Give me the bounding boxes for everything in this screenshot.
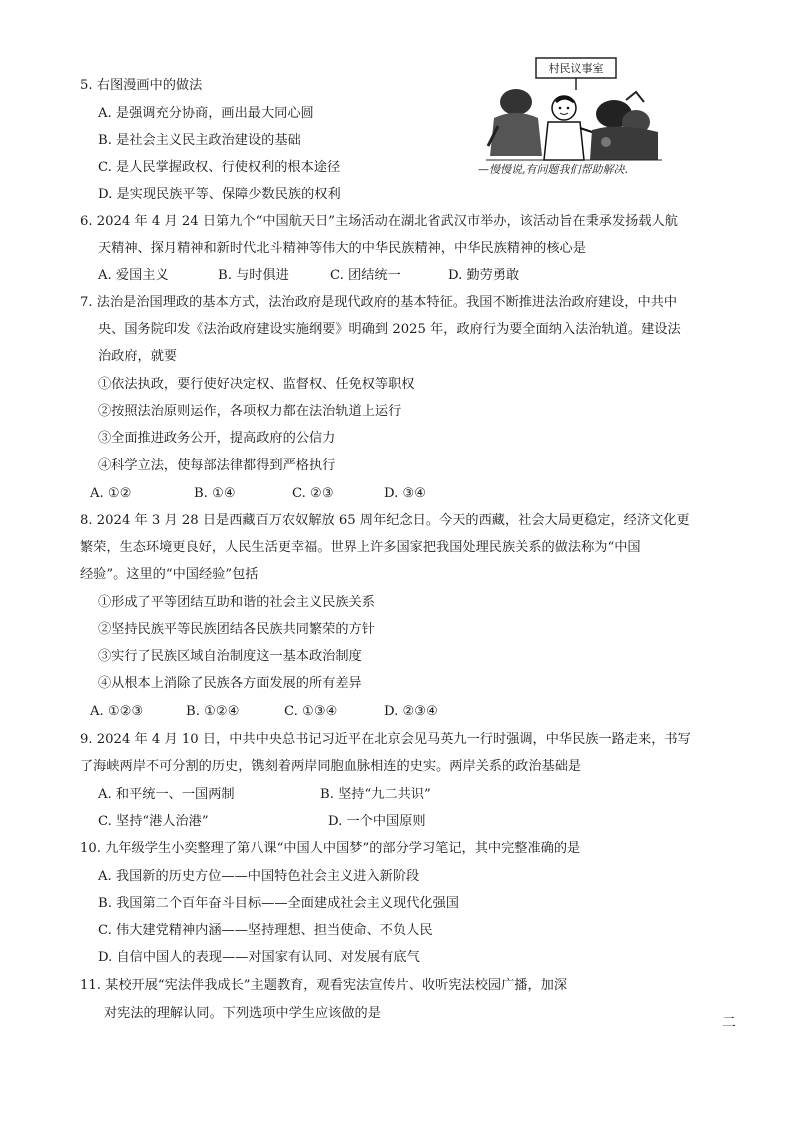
q10-option-d: D. 自信中国人的表现——对国家有认同、对发展有底气: [98, 950, 420, 965]
q7-stem-line-2: 央、国务院印发《法治政府建设实施纲要》明确到 2025 年，政府行为要全面纳入法治轨道。建设法: [98, 322, 681, 337]
q9-option-b: B. 坚持“九二共识”: [320, 787, 431, 802]
q6-option-d: D. 勤劳勇敢: [448, 268, 520, 283]
q6-option-b: B. 与时俱进: [218, 268, 289, 283]
q9-option-d: D. 一个中国原则: [328, 814, 426, 829]
q8-option-c: C. ①③④: [284, 704, 338, 719]
q8-stem-line-2: 繁荣，生态环境更良好，人民生活更幸福。世界上许多国家把我国处理民族关系的做法称为“中国: [80, 540, 641, 555]
q7-option-c: C. ②③: [292, 486, 334, 501]
q5-option-d: D. 是实现民族平等、保障少数民族的权利: [98, 187, 341, 202]
q6-option-c: C. 团结统一: [330, 268, 401, 283]
q8-item-3: ③实行了民族区域自治制度这一基本政治制度: [98, 649, 362, 664]
q8-stem-line-1: 8. 2024 年 3 月 28 日是西藏百万农奴解放 65 周年纪念日。今天的西藏，社会大局更稳定，经济文化更: [80, 513, 690, 528]
q9-stem-line-1: 9. 2024 年 4 月 10 日，中共中央总书记习近平在北京会见马英九一行时强调，中华民族一路走来，书写: [80, 732, 691, 747]
q9-option-c: C. 坚持“港人治港”: [98, 814, 209, 829]
q5-option-a: A. 是强调充分协商，画出最大同心圆: [98, 106, 314, 121]
q5-stem: 5. 右图漫画中的做法: [80, 78, 203, 93]
q8-item-4: ④从根本上消除了民族各方面发展的所有差异: [98, 676, 362, 691]
q11-stem-line-2: 对宪法的理解认同。下列选项中学生应该做的是: [104, 1006, 381, 1021]
q10-stem: 10. 九年级学生小奕整理了第八课“中国人中国梦”的部分学习笔记，其中完整准确的是: [80, 841, 581, 856]
q8-item-1: ①形成了平等团结互助和谐的社会主义民族关系: [98, 595, 375, 610]
q9-option-a: A. 和平统一、一国两制: [98, 787, 235, 802]
q10-option-c: C. 伟大建党精神内涵——坚持理想、担当使命、不负人民: [98, 923, 433, 938]
q7-item-2: ②按照法治原则运作，各项权力都在法治轨道上运行: [98, 404, 402, 419]
q7-stem-line-1: 7. 法治是治国理政的基本方式，法治政府是现代政府的基本特征。我国不断推进法治政府建设，中共中: [80, 295, 678, 310]
q8-item-2: ②坚持民族平等民族团结各民族共同繁荣的方针: [98, 622, 375, 637]
q7-option-d: D. ③④: [384, 486, 427, 501]
q10-option-b: B. 我国第二个百年奋斗目标——全面建成社会主义现代化强国: [98, 896, 459, 911]
q6-stem-line-1: 6. 2024 年 4 月 24 日第九个“中国航天日”主场活动在湖北省武汉市举办，该活动旨在秉承发扬载人航: [80, 214, 678, 229]
q7-option-b: B. ①④: [194, 486, 236, 501]
q8-option-a: A. ①②③: [90, 704, 144, 719]
q6-option-a: A. 爱国主义: [98, 268, 169, 283]
q9-stem-line-2: 了海峡两岸不可分割的历史，镌刻着两岸同胞血脉相连的史实。两岸关系的政治基础是: [80, 759, 582, 774]
q5-option-b: B. 是社会主义民主政治建设的基础: [98, 133, 301, 148]
cartoon-caption: —慢慢说,有问题我们帮助解决.: [478, 163, 628, 176]
page-edge-mark: 二: [722, 1015, 736, 1031]
q7-item-4: ④科学立法，使每部法律都得到严格执行: [98, 458, 336, 473]
q7-item-1: ①依法执政，要行使好决定权、监督权、任免权等职权: [98, 377, 415, 392]
q8-stem-line-3: 经验”。这里的“中国经验”包括: [80, 567, 259, 582]
q8-option-b: B. ①②④: [186, 704, 240, 719]
q10-option-a: A. 我国新的历史方位——中国特色社会主义进入新阶段: [98, 869, 420, 884]
q7-stem-line-3: 治政府，就要: [98, 349, 178, 364]
q7-item-3: ③全面推进政务公开，提高政府的公信力: [98, 431, 336, 446]
q7-option-a: A. ①②: [90, 486, 132, 501]
q6-stem-line-2: 天精神、探月精神和新时代北斗精神等伟大的中华民族精神，中华民族精神的核心是: [98, 241, 586, 256]
q8-option-d: D. ②③④: [384, 704, 438, 719]
q11-stem-line-1: 11. 某校开展“宪法伴我成长”主题教育，观看宪法宣传片、收听宪法校园广播，加深: [80, 978, 568, 993]
q5-option-c: C. 是人民掌握政权、行使权利的根本途径: [98, 160, 341, 175]
cartoon-sign-text: 村民议事室: [548, 62, 604, 75]
